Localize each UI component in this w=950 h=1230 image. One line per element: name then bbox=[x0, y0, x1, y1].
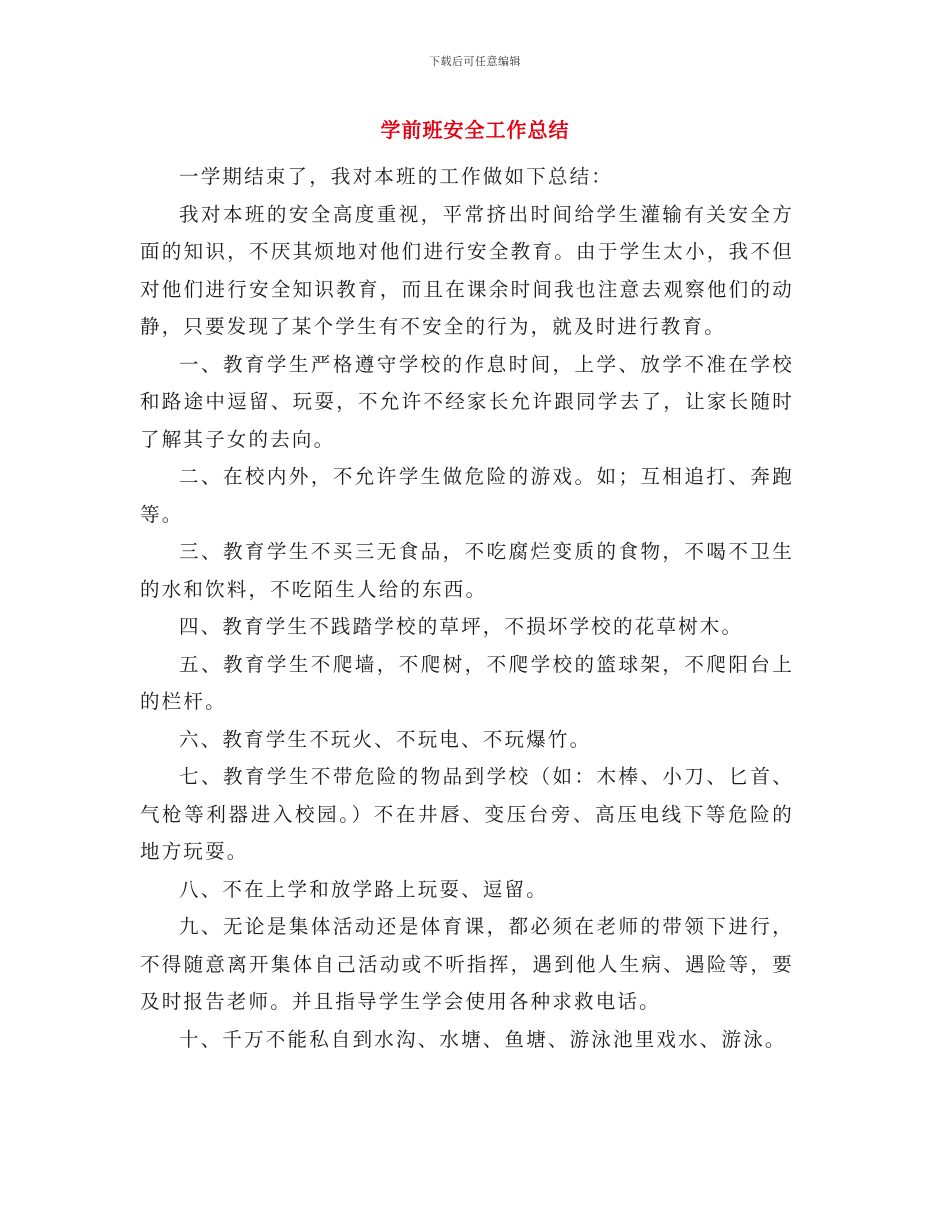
paragraph-item-7: 七、教育学生不带危险的物品到学校（如：木棒、小刀、匕首、气枪等利器进入校园。）不在井唇、变压台旁、高压电线下等危险的地方玩耍。 bbox=[140, 765, 794, 863]
paragraph-item-3: 三、教育学生不买三无食品，不吃腐烂变质的食物，不喝不卫生的水和饮料，不吃陌生人给的东西。 bbox=[140, 540, 794, 601]
paragraph-item-5: 五、教育学生不爬墙，不爬树，不爬学校的篮球架，不爬阳台上的栏杆。 bbox=[140, 652, 794, 713]
page-title: 学前班安全工作总结 bbox=[380, 118, 570, 142]
paragraph-item-8: 八、不在上学和放学路上玩耍、逗留。 bbox=[179, 877, 548, 901]
paragraph-item-9: 九、无论是集体活动还是体育课，都必须在老师的带领下进行，不得随意离开集体自己活动或不听指挥，遇到他人生病、遇险等，要及时报告老师。并且指导学生学会使用各种求救电话。 bbox=[140, 915, 794, 1013]
document-body bbox=[140, 158, 794, 1058]
paragraph-item-4: 四、教育学生不践踏学校的草坪，不损坏学校的花草树木。 bbox=[179, 615, 744, 638]
paragraph-item-1: 一、教育学生严格遵守学校的作息时间，上学、放学不准在学校和路途中逗留、玩耍，不允许不经家长允许跟同学去了，让家长随时了解其子女的去向。 bbox=[140, 352, 794, 451]
paragraph-item-2: 二、在校内外，不允许学生做危险的游戏。如；互相追打、奔跑等。 bbox=[140, 465, 794, 526]
paragraph-intro: 一学期结束了，我对本班的工作做如下总结： bbox=[179, 165, 614, 188]
header-note: 下载后可任意编辑 bbox=[429, 55, 521, 68]
paragraph-item-6: 六、教育学生不玩火、不玩电、不玩爆竹。 bbox=[179, 727, 592, 751]
paragraph-item-10: 十、千万不能私自到水沟、水塘、鱼塘、游泳池里戏水、游泳。 bbox=[179, 1027, 787, 1051]
paragraph-overview: 我对本班的安全高度重视，平常挤出时间给学生灌输有关安全方面的知识，不厌其烦地对他们进行安全教育。由于学生太小，我不但对他们进行安全知识教育，而且在课余时间我也注意去观察他们的动静，只要发现了某个学生有不安全的行为，就及时进行教育。 bbox=[140, 202, 794, 338]
